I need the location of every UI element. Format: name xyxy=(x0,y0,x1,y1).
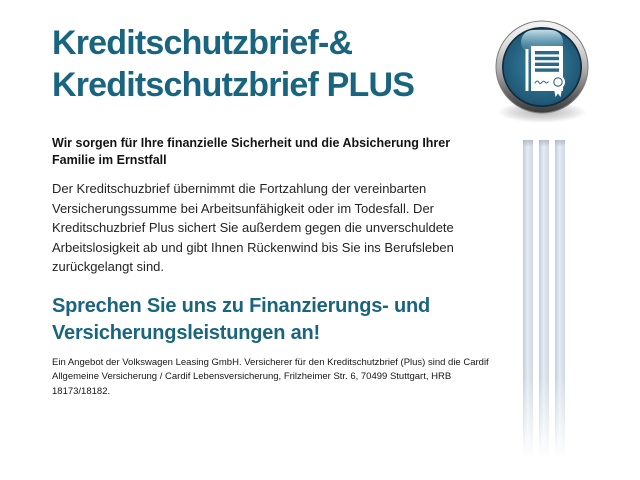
cta-heading: Sprechen Sie uns zu Finanzierungs- und Versicherungsleistungen an! xyxy=(52,294,430,344)
certificate-seal-icon xyxy=(494,19,590,115)
document-glyph xyxy=(526,46,566,97)
stripe xyxy=(539,140,549,466)
content-column xyxy=(52,0,492,399)
page-title-line1: Kreditschutzbrief-& xyxy=(52,24,353,62)
stripe xyxy=(523,140,533,466)
legal-disclaimer: Ein Angebot der Volkswagen Leasing GmbH. Versicherer für den Kreditschutzbrief (Plus) sind die Cardif Allgemeine Versicherung / Cardif Lebensversicherung, Frilzheimer Str. 6, 70499 Stuttgart, HRB 18173/18182. xyxy=(52,356,489,397)
page-title-line2: Kreditschutzbrief PLUS xyxy=(52,66,415,104)
stripe xyxy=(555,140,565,466)
page-title xyxy=(52,22,492,106)
certificate-badge-icon xyxy=(494,19,590,115)
intro-body-paragraph: Der Kreditschuzbrief übernimmt die Fortzahlung der vereinbarten Versicherungssumme bei Arbeitsunfähigkeit oder im Todesfall. Der Kreditschuzbrief Plus sichert Sie außerdem gegen die unverschuldete Arbeitslosigkeit ab und gibt Ihnen Rückenwind bis Sie ins Berufsleben zurückgelangt sind. xyxy=(52,181,454,274)
decorative-stripes xyxy=(523,140,565,466)
intro-subtitle: Wir sorgen für Ihre finanzielle Sicherheit und die Absicherung Ihrer Familie im Ernstfall xyxy=(52,136,451,167)
